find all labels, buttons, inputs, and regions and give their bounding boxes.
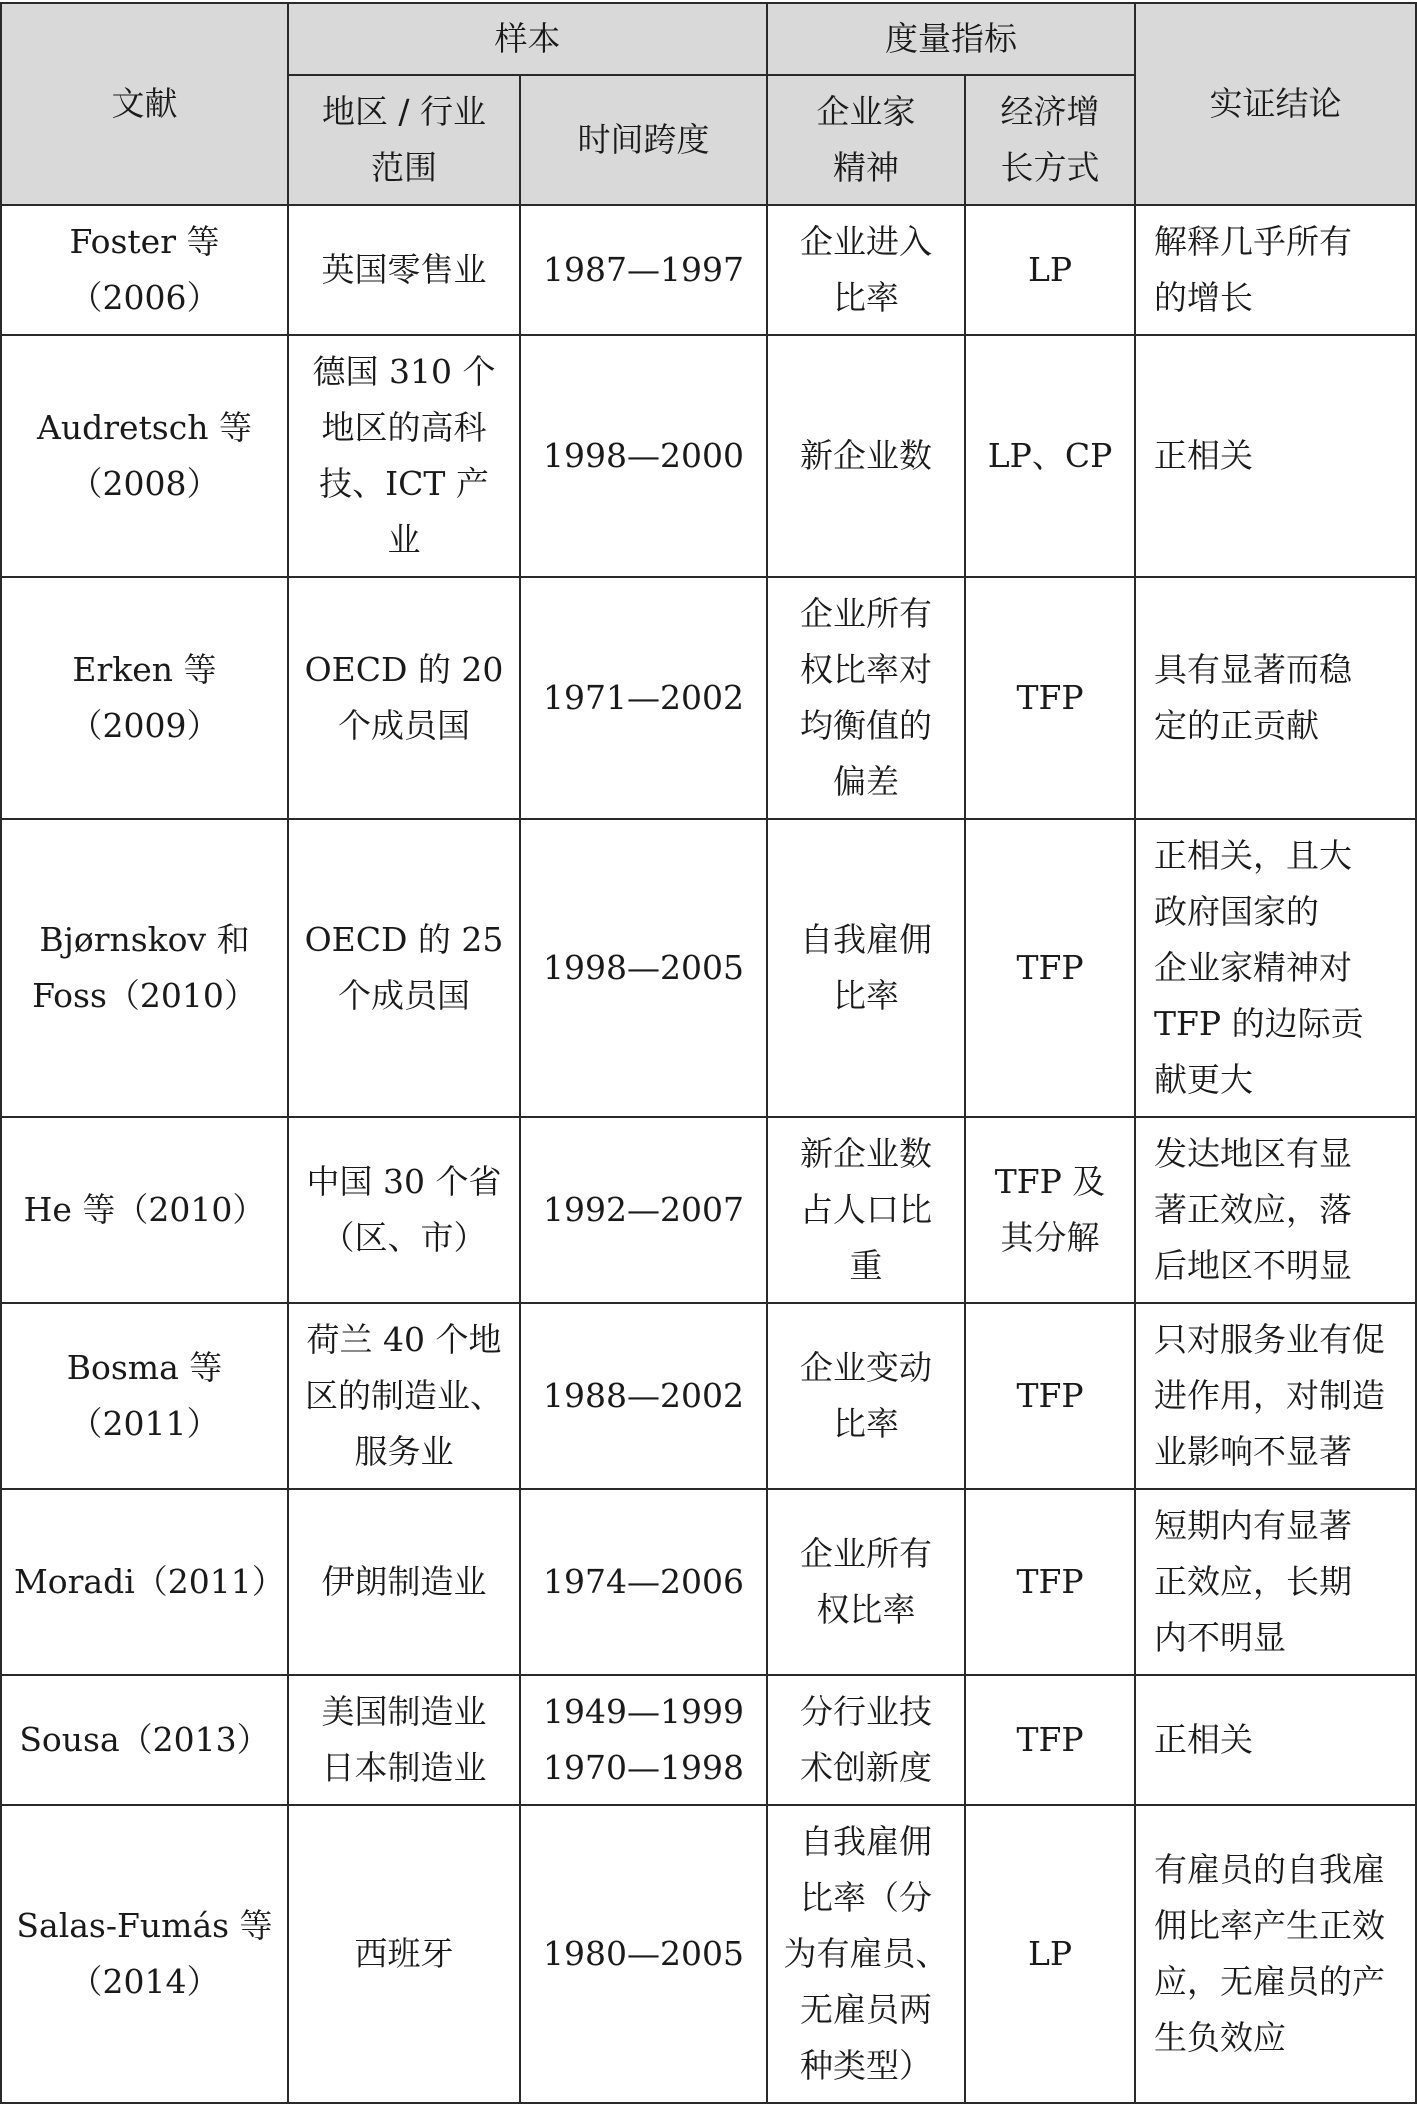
cell-growth-mode [965, 1675, 1135, 1805]
header-time-span: 时间跨度 [520, 75, 767, 205]
cell-region-line: 英国零售业 [321, 250, 487, 289]
literature-table [0, 2, 1417, 2104]
cell-region [288, 1303, 520, 1489]
cell-region-line: 日本制造业 [321, 1748, 487, 1787]
table-row [1, 819, 1416, 1117]
cell-time-span-line: 1974—2006 [543, 1562, 744, 1601]
cell-conclusion [1135, 577, 1416, 819]
header-region-industry-line: 地区 / 行业 [321, 92, 487, 131]
cell-entrepreneurship [767, 1303, 965, 1489]
cell-conclusion-line: 生负效应 [1154, 2018, 1286, 2057]
cell-literature-line: Audretsch 等 [37, 408, 252, 447]
cell-growth-mode [965, 819, 1135, 1117]
cell-region-line: 地区的高科 [321, 408, 487, 447]
cell-entrepreneurship-line: 重 [849, 1246, 883, 1285]
cell-conclusion-line: 进作用，对制造 [1154, 1376, 1385, 1415]
cell-literature-line: Salas-Fumás 等 [16, 1906, 273, 1945]
cell-entrepreneurship-line: 权比率对 [800, 650, 932, 689]
cell-time-span-line: 1980—2005 [543, 1934, 744, 1973]
header-sample: 样本 [288, 3, 767, 75]
cell-region-line: OECD 的 20 [304, 650, 504, 689]
cell-growth-mode-line: LP [1027, 1934, 1073, 1973]
cell-region-line: 伊朗制造业 [321, 1562, 487, 1601]
cell-region-line: 个成员国 [338, 976, 470, 1015]
cell-time-span [520, 205, 767, 335]
cell-conclusion-line: 短期内有显著 [1154, 1506, 1352, 1545]
cell-entrepreneurship-line: 新企业数 [800, 1134, 932, 1173]
cell-entrepreneurship-line: 新企业数 [800, 436, 932, 475]
cell-growth-mode-line: LP、CP [987, 436, 1113, 475]
cell-entrepreneurship [767, 1117, 965, 1303]
cell-conclusion-line: 后地区不明显 [1154, 1246, 1352, 1285]
cell-time-span [520, 1805, 767, 2103]
cell-time-span-line: 1987—1997 [543, 250, 744, 289]
cell-entrepreneurship-line: 比率 [833, 976, 899, 1015]
cell-conclusion-line: 献更大 [1154, 1060, 1253, 1099]
header-literature: 文献 [1, 3, 288, 205]
cell-time-span [520, 1675, 767, 1805]
cell-conclusion-line: 发达地区有显 [1154, 1134, 1352, 1173]
cell-region-line: 中国 30 个省 [306, 1162, 502, 1201]
cell-literature [1, 205, 288, 335]
cell-literature-line: （2006） [69, 278, 220, 317]
cell-time-span-line: 1998—2000 [543, 436, 744, 475]
cell-conclusion-line: 内不明显 [1154, 1618, 1286, 1657]
cell-entrepreneurship [767, 1805, 965, 2103]
cell-literature [1, 1675, 288, 1805]
cell-entrepreneurship-line: 分行业技 [800, 1692, 932, 1731]
cell-time-span-line: 1949—1999 [543, 1692, 744, 1731]
cell-conclusion-line: 企业家精神对 [1154, 948, 1352, 987]
cell-conclusion-line: 正效应，长期 [1154, 1562, 1352, 1601]
cell-conclusion [1135, 1805, 1416, 2103]
cell-conclusion-line: 业影响不显著 [1154, 1432, 1352, 1471]
cell-entrepreneurship-line: 比率 [833, 278, 899, 317]
cell-literature-line: Foster 等 [69, 222, 220, 261]
cell-entrepreneurship [767, 205, 965, 335]
cell-time-span [520, 819, 767, 1117]
cell-region-line: 业 [387, 520, 421, 559]
cell-entrepreneurship-line: 均衡值的 [800, 706, 932, 745]
header-entrepreneurship [767, 75, 965, 205]
cell-conclusion-line: 正相关 [1154, 436, 1253, 475]
cell-region-line: 区的制造业、 [305, 1376, 503, 1415]
cell-literature-line: Moradi（2011） [14, 1562, 285, 1601]
table-row [1, 1675, 1416, 1805]
cell-growth-mode [965, 205, 1135, 335]
cell-region [288, 335, 520, 577]
cell-conclusion [1135, 819, 1416, 1117]
header-region-industry [288, 75, 520, 205]
cell-entrepreneurship-line: 企业变动 [800, 1348, 932, 1387]
cell-conclusion-line: 应，无雇员的产 [1154, 1962, 1385, 2001]
table-body [1, 205, 1416, 2103]
cell-time-span [520, 1303, 767, 1489]
header-growth-mode [965, 75, 1135, 205]
cell-entrepreneurship-line: 无雇员两 [800, 1990, 932, 2029]
cell-literature-line: （2008） [69, 464, 220, 503]
cell-region-line: OECD 的 25 [304, 920, 504, 959]
header-entrepreneurship-line: 企业家 [816, 92, 916, 131]
cell-conclusion-line: 解释几乎所有 [1154, 222, 1352, 261]
cell-conclusion-line: 定的正贡献 [1154, 706, 1319, 745]
cell-time-span-line: 1970—1998 [543, 1748, 744, 1787]
cell-conclusion-line: 的增长 [1154, 278, 1253, 317]
cell-literature [1, 1117, 288, 1303]
cell-literature [1, 577, 288, 819]
cell-growth-mode [965, 1117, 1135, 1303]
cell-conclusion [1135, 205, 1416, 335]
cell-growth-mode-line: TFP [1016, 1376, 1084, 1415]
cell-region [288, 1805, 520, 2103]
cell-entrepreneurship-line: 企业进入 [800, 222, 932, 261]
cell-literature-line: Bjørnskov 和 [39, 920, 250, 959]
cell-entrepreneurship-line: 比率（分 [800, 1878, 932, 1917]
cell-conclusion [1135, 1489, 1416, 1675]
cell-literature-line: Foss（2010） [32, 976, 257, 1015]
cell-entrepreneurship-line: 企业所有 [800, 1534, 932, 1573]
cell-literature [1, 1303, 288, 1489]
cell-literature [1, 335, 288, 577]
cell-time-span-line: 1988—2002 [543, 1376, 744, 1415]
cell-conclusion [1135, 1303, 1416, 1489]
cell-entrepreneurship-line: 自我雇佣 [800, 1822, 932, 1861]
cell-time-span [520, 1489, 767, 1675]
cell-entrepreneurship [767, 577, 965, 819]
cell-literature-line: （2009） [69, 706, 220, 745]
header-growth-mode-line: 经济增 [1000, 92, 1100, 131]
cell-region [288, 205, 520, 335]
cell-growth-mode-line: TFP 及 [994, 1162, 1106, 1201]
cell-entrepreneurship [767, 1675, 965, 1805]
cell-literature-line: He 等（2010） [23, 1190, 266, 1229]
cell-entrepreneurship [767, 1489, 965, 1675]
cell-literature [1, 819, 288, 1117]
table-header [1, 3, 1416, 205]
table-row [1, 335, 1416, 577]
cell-region-line: 荷兰 40 个地 [306, 1320, 502, 1359]
cell-entrepreneurship-line: 为有雇员、 [783, 1934, 949, 1973]
header-region-industry-line: 范围 [371, 148, 437, 187]
cell-growth-mode-line: LP [1027, 250, 1073, 289]
cell-entrepreneurship-line: 企业所有 [800, 594, 932, 633]
cell-conclusion [1135, 1675, 1416, 1805]
cell-region-line: 服务业 [354, 1432, 454, 1471]
cell-growth-mode-line: 其分解 [1000, 1218, 1100, 1257]
cell-entrepreneurship [767, 335, 965, 577]
cell-growth-mode-line: TFP [1016, 678, 1084, 717]
table-row [1, 577, 1416, 819]
header-conclusion: 实证结论 [1135, 3, 1416, 205]
table-row [1, 205, 1416, 335]
cell-region-line: 技、ICT 产 [319, 464, 489, 503]
cell-conclusion [1135, 1117, 1416, 1303]
cell-literature-line: Bosma 等 [66, 1348, 223, 1387]
cell-time-span [520, 335, 767, 577]
cell-conclusion-line: 正相关 [1154, 1720, 1253, 1759]
cell-conclusion-line: 正相关，且大 [1154, 836, 1352, 875]
cell-literature-line: （2011） [69, 1404, 220, 1443]
cell-entrepreneurship-line: 占人口比 [800, 1190, 932, 1229]
cell-entrepreneurship-line: 术创新度 [800, 1748, 932, 1787]
cell-region-line: 个成员国 [338, 706, 470, 745]
cell-region-line: （区、市） [321, 1218, 487, 1257]
cell-growth-mode [965, 1489, 1135, 1675]
cell-entrepreneurship-line: 偏差 [833, 762, 899, 801]
cell-entrepreneurship-line: 比率 [833, 1404, 899, 1443]
cell-time-span-line: 1992—2007 [543, 1190, 744, 1229]
cell-growth-mode [965, 577, 1135, 819]
cell-entrepreneurship [767, 819, 965, 1117]
cell-literature-line: （2014） [69, 1962, 220, 2001]
table-row [1, 1489, 1416, 1675]
cell-conclusion-line: 佣比率产生正效 [1154, 1906, 1385, 1945]
cell-growth-mode [965, 1805, 1135, 2103]
header-growth-mode-line: 长方式 [1000, 148, 1100, 187]
cell-time-span-line: 1971—2002 [543, 678, 744, 717]
cell-time-span [520, 1117, 767, 1303]
cell-region-line: 德国 310 个 [312, 352, 496, 391]
cell-growth-mode-line: TFP [1016, 1720, 1084, 1759]
cell-region-line: 西班牙 [354, 1934, 454, 1973]
table-row [1, 1117, 1416, 1303]
cell-conclusion-line: 政府国家的 [1154, 892, 1319, 931]
cell-growth-mode [965, 335, 1135, 577]
cell-growth-mode-line: TFP [1016, 1562, 1084, 1601]
cell-region [288, 1489, 520, 1675]
cell-growth-mode-line: TFP [1016, 948, 1084, 987]
table-row [1, 1303, 1416, 1489]
cell-entrepreneurship-line: 种类型） [800, 2046, 932, 2085]
cell-region [288, 577, 520, 819]
cell-conclusion-line: TFP 的边际贡 [1154, 1004, 1364, 1043]
cell-conclusion-line: 只对服务业有促 [1154, 1320, 1385, 1359]
header-metrics: 度量指标 [767, 3, 1135, 75]
cell-conclusion [1135, 335, 1416, 577]
cell-region [288, 1675, 520, 1805]
cell-time-span-line: 1998—2005 [543, 948, 744, 987]
cell-entrepreneurship-line: 权比率 [816, 1590, 916, 1629]
cell-conclusion-line: 著正效应，落 [1154, 1190, 1352, 1229]
table-row [1, 1805, 1416, 2103]
cell-region [288, 1117, 520, 1303]
cell-growth-mode [965, 1303, 1135, 1489]
cell-region [288, 819, 520, 1117]
cell-time-span [520, 577, 767, 819]
cell-literature [1, 1489, 288, 1675]
cell-entrepreneurship-line: 自我雇佣 [800, 920, 932, 959]
cell-literature [1, 1805, 288, 2103]
cell-region-line: 美国制造业 [321, 1692, 487, 1731]
cell-conclusion-line: 具有显著而稳 [1154, 650, 1352, 689]
header-entrepreneurship-line: 精神 [833, 148, 899, 187]
cell-literature-line: Erken 等 [72, 650, 217, 689]
cell-literature-line: Sousa（2013） [19, 1720, 270, 1759]
cell-conclusion-line: 有雇员的自我雇 [1154, 1850, 1385, 1889]
